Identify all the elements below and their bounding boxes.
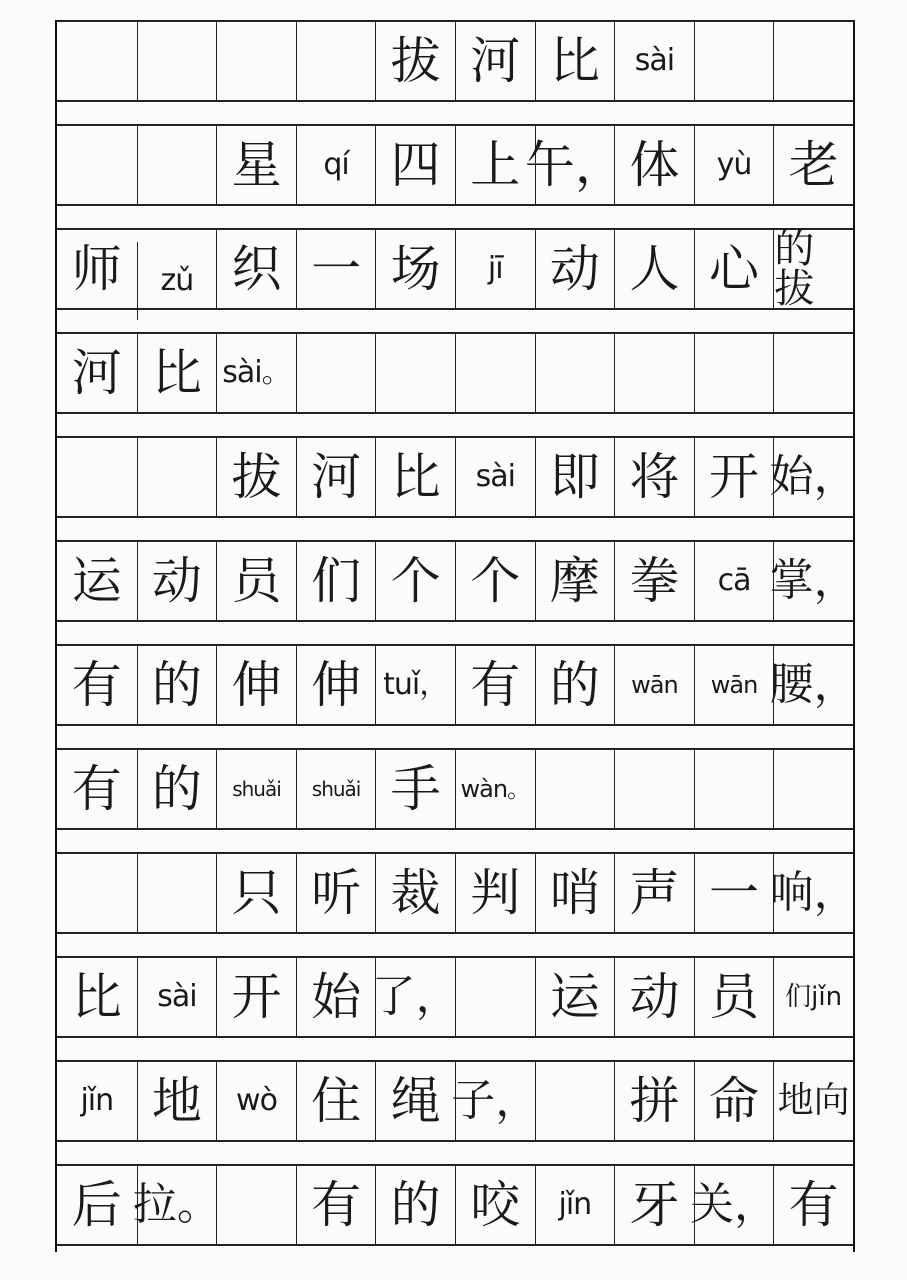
grid-cell xyxy=(137,438,217,516)
char: 一 xyxy=(296,230,376,308)
char: 摩 xyxy=(535,542,615,620)
char: 员 xyxy=(694,958,774,1036)
pinyin: yù xyxy=(694,126,774,204)
grid-cell xyxy=(296,334,376,412)
grid-cell xyxy=(137,22,217,100)
char: 织 xyxy=(216,230,296,308)
grid-cell xyxy=(455,958,535,1036)
char: 即 xyxy=(535,438,615,516)
char: 人 xyxy=(614,230,694,308)
title-char: 比 xyxy=(535,22,615,100)
char: 只 xyxy=(216,854,296,932)
char: 裁 xyxy=(375,854,455,932)
grid-cell xyxy=(535,750,615,828)
char: 的 xyxy=(535,646,615,724)
char: 住 xyxy=(296,1062,376,1140)
char: 星 xyxy=(216,126,296,204)
pinyin: shuǎi xyxy=(216,750,296,828)
char: 地 xyxy=(137,1062,217,1140)
grid-cell xyxy=(216,22,296,100)
title-char: 拔 xyxy=(375,22,455,100)
grid-cell xyxy=(694,750,774,828)
char: 拼 xyxy=(614,1062,694,1140)
char: 的 xyxy=(375,1166,455,1244)
char: 场 xyxy=(375,230,455,308)
char: 四 xyxy=(375,126,455,204)
char: 判 xyxy=(455,854,535,932)
char: 后 xyxy=(71,1176,122,1234)
char: 河 xyxy=(296,438,376,516)
grid-cell xyxy=(614,750,694,828)
pinyin: sài xyxy=(455,438,535,516)
grid-row xyxy=(57,436,858,518)
writing-grid-sheet xyxy=(55,20,858,1252)
char: 午， xyxy=(535,126,615,204)
char: 有 xyxy=(773,1166,853,1244)
grid-cell xyxy=(137,126,217,204)
char: 有 xyxy=(71,656,122,714)
grid-cell xyxy=(773,334,853,412)
char: 们 xyxy=(296,542,376,620)
char: 始 xyxy=(296,958,376,1036)
grid-cell xyxy=(535,1062,615,1140)
grid-cell xyxy=(375,334,455,412)
char: 拉。 xyxy=(137,1166,217,1244)
char: 拳 xyxy=(614,542,694,620)
char: 们jǐn xyxy=(773,958,853,1036)
char: 伸 xyxy=(296,646,376,724)
char: 师 xyxy=(71,240,122,298)
char: 伸 xyxy=(216,646,296,724)
grid-cell xyxy=(535,334,615,412)
grid-cell xyxy=(57,22,137,100)
grid-cell xyxy=(57,438,137,516)
char: 的 xyxy=(137,750,217,828)
char: 比 xyxy=(137,334,217,412)
char: 有 xyxy=(71,760,122,818)
char: 个 xyxy=(455,542,535,620)
char: 的 xyxy=(137,646,217,724)
grid-row xyxy=(57,540,858,622)
grid-row xyxy=(57,124,853,206)
grid-cell xyxy=(57,126,137,204)
char: 动 xyxy=(137,542,217,620)
char: 一 xyxy=(694,854,774,932)
grid-row xyxy=(57,1164,853,1246)
grid-row-title xyxy=(57,20,853,102)
grid-row xyxy=(57,956,853,1038)
char: 开 xyxy=(694,438,774,516)
pinyin: wàn。 xyxy=(455,750,535,828)
char: 腰， xyxy=(773,646,853,724)
char: 将 xyxy=(614,438,694,516)
char: 河 xyxy=(71,344,122,402)
grid-row xyxy=(57,332,853,414)
grid-cell xyxy=(694,334,774,412)
grid-cell xyxy=(455,334,535,412)
char: 关， xyxy=(694,1166,774,1244)
grid-cell xyxy=(773,22,853,100)
char: 开 xyxy=(216,958,296,1036)
char: 声 xyxy=(614,854,694,932)
char: 咬 xyxy=(455,1166,535,1244)
char: 动 xyxy=(614,958,694,1036)
grid-cell xyxy=(57,854,137,932)
pinyin: wān xyxy=(694,646,774,724)
char: 命 xyxy=(694,1062,774,1140)
char: 绳 xyxy=(375,1062,455,1140)
grid-row xyxy=(57,1060,853,1142)
char: 体 xyxy=(614,126,694,204)
pinyin: sài。 xyxy=(216,334,296,412)
pinyin: jǐn xyxy=(535,1166,615,1244)
char: 有 xyxy=(455,646,535,724)
pinyin: shuǎi xyxy=(296,750,376,828)
pinyin: jī xyxy=(455,230,535,308)
grid-row xyxy=(57,748,853,830)
char: 动 xyxy=(535,230,615,308)
char: 了， xyxy=(375,958,455,1036)
char: 哨 xyxy=(535,854,615,932)
char: 有 xyxy=(296,1166,376,1244)
grid-cell xyxy=(216,1166,296,1244)
grid-row xyxy=(57,852,858,934)
char: 拔 xyxy=(216,438,296,516)
pinyin: zǔ xyxy=(137,242,217,320)
pinyin: cā xyxy=(694,542,774,620)
grid-cell xyxy=(614,334,694,412)
char: 比 xyxy=(71,968,122,1026)
grid-row xyxy=(57,644,858,726)
pinyin: tuǐ， xyxy=(375,646,455,724)
char: 运 xyxy=(71,552,122,610)
char: 地向 xyxy=(773,1062,853,1140)
char: 听 xyxy=(296,854,376,932)
grid-cell xyxy=(137,854,217,932)
grid-cell xyxy=(694,22,774,100)
char: 的拔 xyxy=(773,230,853,308)
char: 响， xyxy=(773,854,853,932)
char: 子， xyxy=(455,1062,535,1140)
char: 员 xyxy=(216,542,296,620)
char: 牙 xyxy=(614,1166,694,1244)
grid-cell xyxy=(773,750,853,828)
title-char: 河 xyxy=(455,22,535,100)
char: 手 xyxy=(375,750,455,828)
grid-row xyxy=(57,228,853,310)
char: 心 xyxy=(694,230,774,308)
char: 上 xyxy=(455,126,535,204)
char: 掌， xyxy=(773,542,853,620)
pinyin: jǐn xyxy=(80,1083,114,1118)
char: 运 xyxy=(535,958,615,1036)
title-pinyin: sài xyxy=(614,22,694,100)
char: 比 xyxy=(375,438,455,516)
char: 始， xyxy=(773,438,853,516)
char: 老 xyxy=(773,126,853,204)
pinyin: wān xyxy=(614,646,694,724)
pinyin: qí xyxy=(296,126,376,204)
pinyin: wò xyxy=(216,1062,296,1140)
pinyin: sài xyxy=(137,958,217,1036)
grid-cell xyxy=(296,22,376,100)
char: 个 xyxy=(375,542,455,620)
